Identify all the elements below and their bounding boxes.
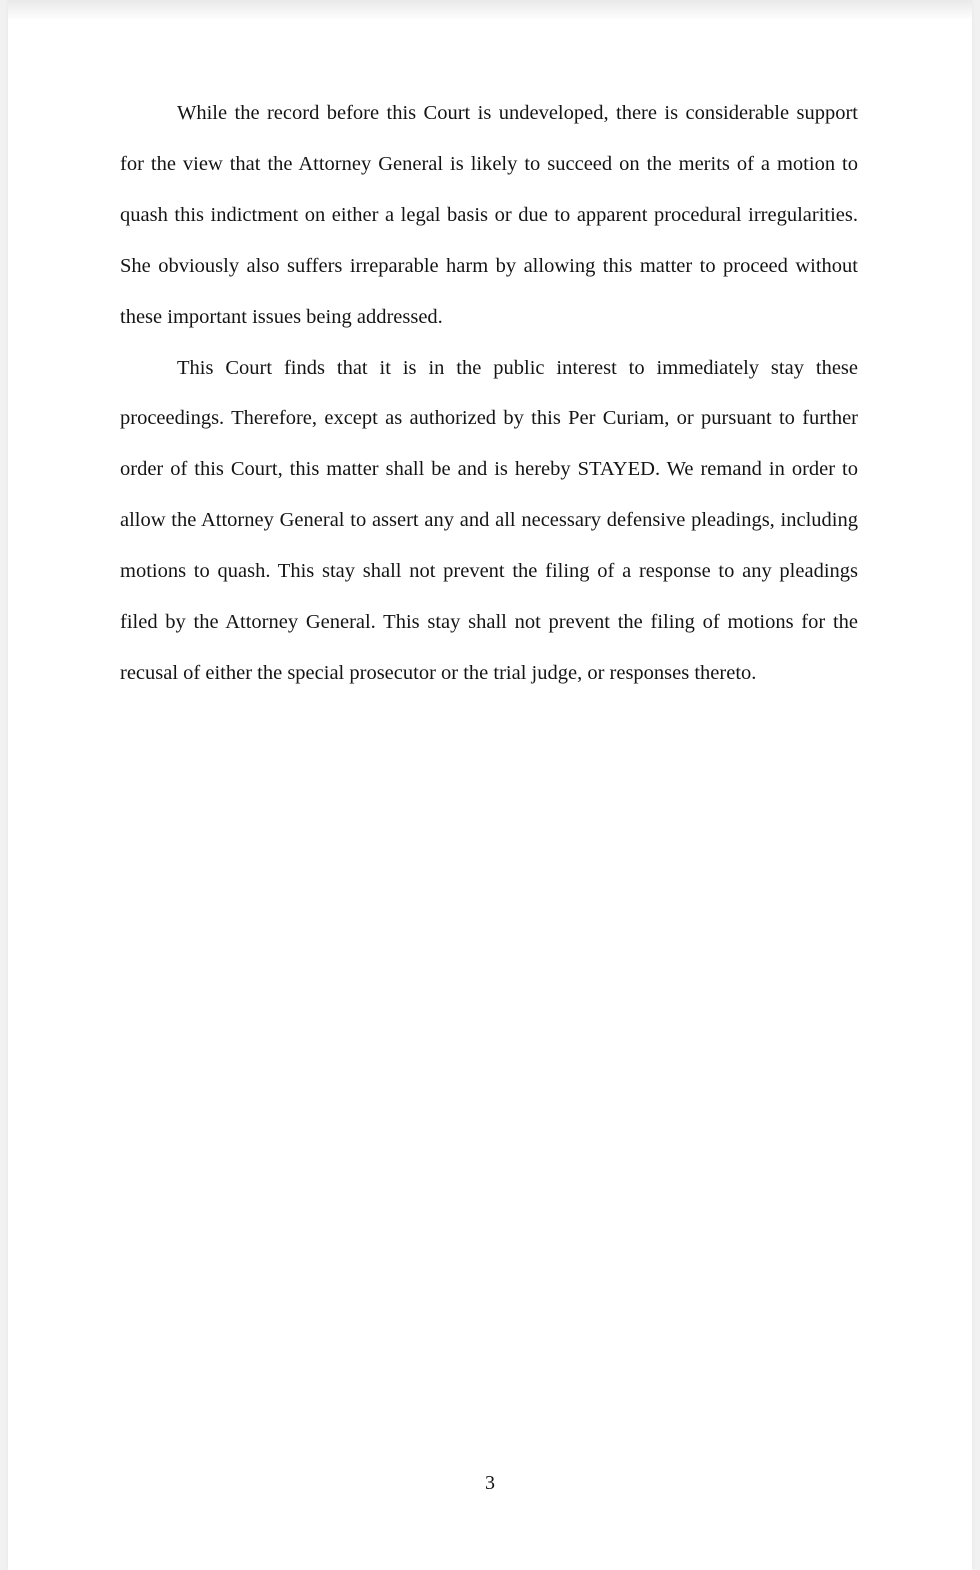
- paragraph-stay-order: This Court finds that it is in the public interest to immediately stay these proceedings. Therefore, except as authorized by this Per Curiam, or pursuant to further order of this Court, this matter shall be and is hereby STAYED. We remand in order to allow the Attorney General to assert any and all necessary defensive pleadings, including motions to quash. This stay shall not prevent the filing of a response to any pleadings filed by the Attorney General. This stay shall not prevent the filing of motions for the recusal of either the special prosecutor or the trial judge, or responses thereto.: [120, 356, 858, 684]
- page-number: 3: [485, 1472, 495, 1494]
- document-body: [120, 88, 858, 699]
- paragraph-likelihood-of-success: While the record before this Court is undeveloped, there is considerable support for the view that the Attorney General is likely to succeed on the merits of a motion to quash this indictment on either a legal basis or due to apparent procedural irregularities. She obviously also suffers irreparable harm by allowing this matter to proceed without these important issues being addressed.: [120, 102, 858, 328]
- page-top-edge: [8, 0, 972, 20]
